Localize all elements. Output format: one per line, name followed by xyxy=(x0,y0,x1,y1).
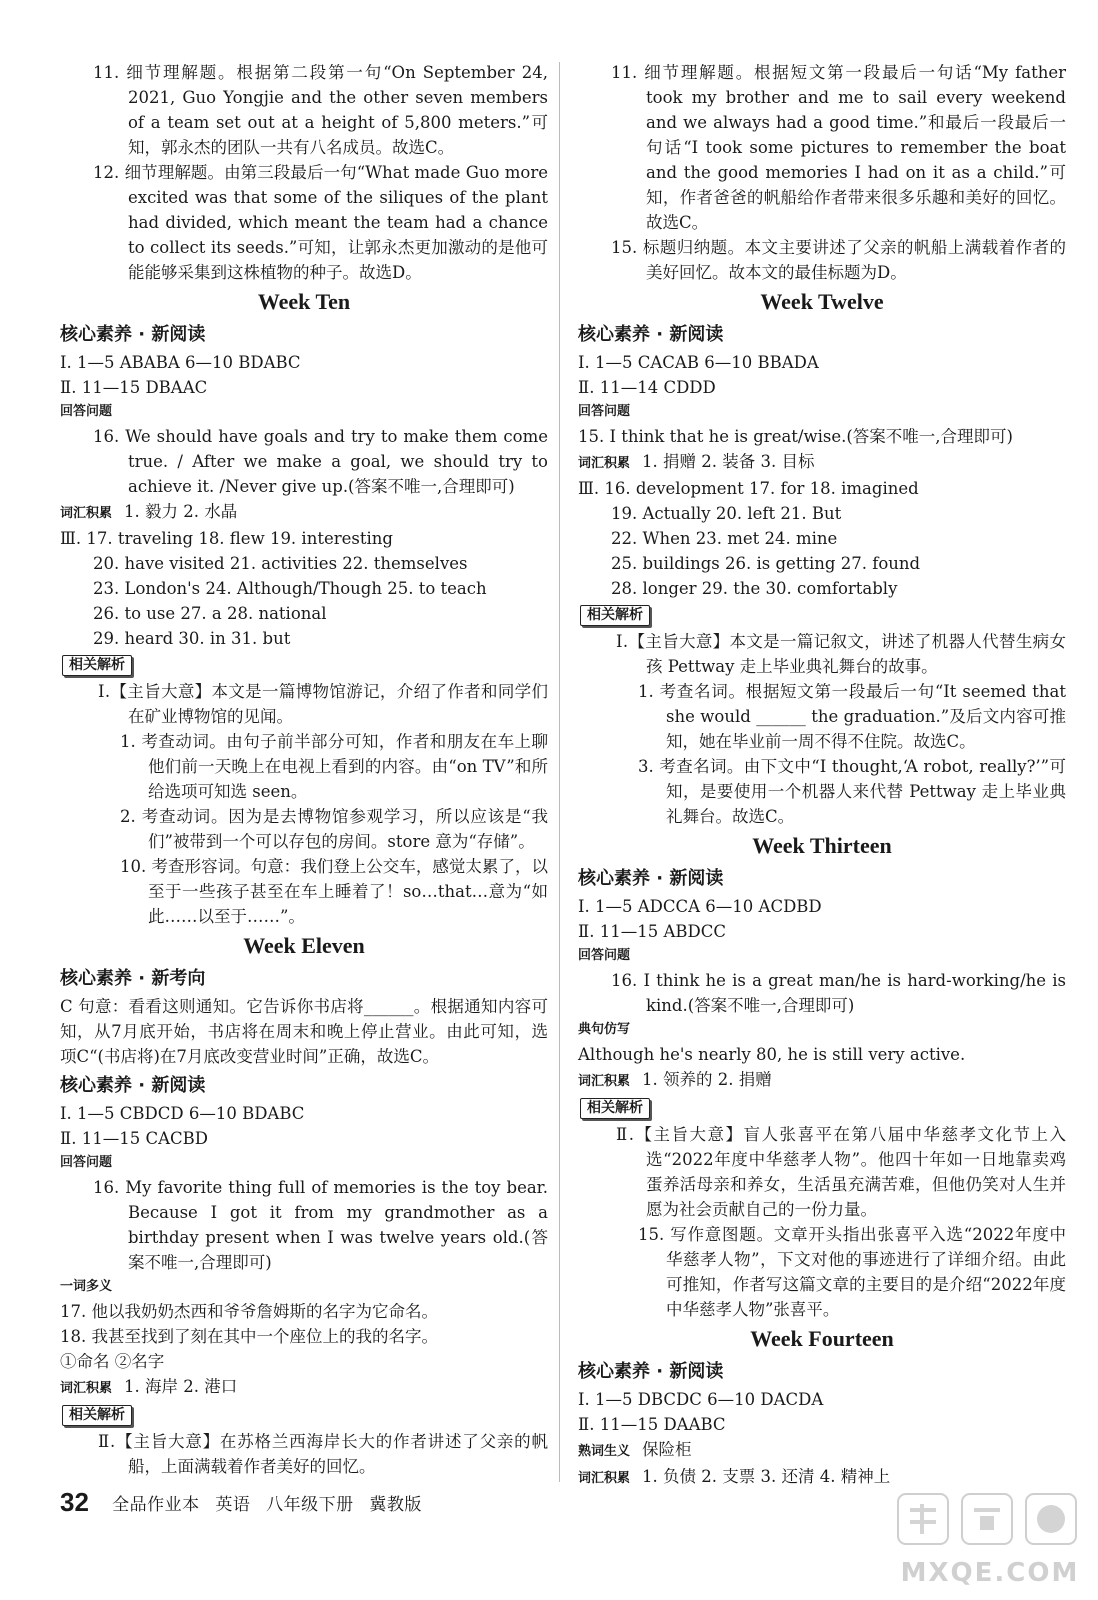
grade: 八年级下册 xyxy=(266,1495,354,1515)
familiar-label: 熟词生义 xyxy=(578,1444,631,1459)
section-heading: 核心素养 · 新阅读 xyxy=(60,1075,206,1096)
vocab-line xyxy=(60,1374,548,1401)
fill-line: 22. When 23. met 24. mine xyxy=(611,529,838,548)
answer-line: Ⅱ. 11—15 CACBD xyxy=(60,1129,208,1148)
label: 回答问题 xyxy=(578,404,631,419)
fill-line: 25. buildings 26. is getting 27. found xyxy=(611,554,921,573)
analysis-tag: 相关解析 xyxy=(580,605,650,626)
analysis-item: 3. 考查名词。由下文中“I thought,‘A robot, really?’”可知，是要使用一个机器人来代替 Pettway 走上毕业典礼舞台。故选C。 xyxy=(638,757,1066,826)
week-title: Week Thirteen xyxy=(752,833,892,858)
answer-line: Ⅰ. 1—5 DBCDC 6—10 DACDA xyxy=(578,1390,824,1409)
fill-line: Ⅲ. 16. development 17. for 18. imagined xyxy=(578,479,919,498)
right-column xyxy=(578,60,1066,1491)
main-idea: Ⅰ.【主旨大意】本文是一篇博物馆游记，介绍了作者和同学们在矿业博物馆的见闻。 xyxy=(98,682,548,726)
analysis-tag: 相关解析 xyxy=(580,1098,650,1119)
answer-line: 18. 我甚至找到了刻在其中一个座位上的我的名字。 xyxy=(60,1327,438,1346)
answer-item: 11. 细节理解题。根据短文第一段最后一句话“My father took my brother and me to sail every weekend and we always had a good time.”和最后一段最后一句话“I took some pictures to remember the boat and the good memories I had on it as a child.”可知，作者爸爸的帆船给作者带来很多乐趣和美好的回忆。故选C。 xyxy=(611,63,1066,232)
label: 回答问题 xyxy=(578,948,631,963)
fill-line: Ⅲ. 17. traveling 18. flew 19. interesting xyxy=(60,529,393,548)
section-heading: 核心素养 · 新阅读 xyxy=(578,1361,724,1382)
page-number: 32 xyxy=(60,1487,89,1517)
analysis-item: 1. 考查名词。根据短文第一段最后一句“It seemed that she would ______ the graduation.”及后文内容可推知，她在毕业前一周不得不住院。故选C。 xyxy=(638,682,1066,751)
answer-item: C 句意：看看这则通知。它告诉你书店将______。根据通知内容可知，从7月底开始，书店将在周末和晚上停止营业。由此可知，选项C“(书店将)在7月底改变营业时间”正确，故选C。 xyxy=(60,997,548,1066)
vocab-text: 1. 捐赠 2. 装备 3. 目标 xyxy=(642,452,815,471)
answer-line: Ⅰ. 1—5 CACAB 6—10 BBADA xyxy=(578,353,819,372)
section-heading: 核心素养 · 新考向 xyxy=(60,968,206,989)
page-footer xyxy=(60,1487,422,1518)
answer-line: Ⅰ. 1—5 CBDCD 6—10 BDABC xyxy=(60,1104,305,1123)
answer-line: Ⅱ. 11—15 DBAAC xyxy=(60,378,208,397)
analysis-tag: 相关解析 xyxy=(62,655,132,676)
label: 典句仿写 xyxy=(578,1022,631,1037)
vocab-label: 词汇积累 xyxy=(578,1074,631,1089)
watermark-url: MXQE.COM xyxy=(900,1558,1080,1588)
vocab-line xyxy=(578,449,1066,476)
vocab-text: 1. 负债 2. 支票 3. 还清 4. 精神上 xyxy=(642,1467,891,1486)
fill-line: 23. London's 24. Although/Though 25. to teach xyxy=(93,579,487,598)
answer-line: Ⅱ. 11—15 ABDCC xyxy=(578,922,726,941)
analysis-item: 1. 考查动词。由句子前半部分可知，作者和朋友在车上聊他们前一天晚上在电视上看到的内容。由“on TV”和所给选项可知选 seen。 xyxy=(120,732,548,801)
section-heading: 核心素养 · 新阅读 xyxy=(578,324,724,345)
vocab-line xyxy=(578,1067,1066,1094)
week-title: Week Eleven xyxy=(243,933,365,958)
main-idea: Ⅰ.【主旨大意】本文是一篇记叙文，讲述了机器人代替生病女孩 Pettway 走上毕业典礼舞台的故事。 xyxy=(616,632,1066,676)
column-divider xyxy=(559,62,560,1482)
vocab-text: 1. 毅力 2. 水晶 xyxy=(124,502,238,521)
analysis-item: 15. 写作意图题。文章开头指出张喜平入选“2022年度中华慈孝人物”，下文对他的事迹进行了详细介绍。由此可推知，作者写这篇文章的主要目的是介绍“2022年度中华慈孝人物”张喜平。 xyxy=(638,1225,1066,1319)
answer-item: 15. 标题归纳题。本文主要讲述了父亲的帆船上满载着作者的美好回忆。故本文的最佳标题为D。 xyxy=(611,238,1066,282)
section-heading: 核心素养 · 新阅读 xyxy=(578,868,724,889)
vocab-text: 1. 领养的 2. 捐赠 xyxy=(642,1070,772,1089)
fill-answers xyxy=(60,526,548,651)
fill-answers xyxy=(578,476,1066,601)
answer-line: Ⅰ. 1—5 ADCCA 6—10 ACDBD xyxy=(578,897,822,916)
subject: 英语 xyxy=(215,1495,251,1515)
answer-line: 17. 他以我奶奶杰西和爷爷詹姆斯的名字为它命名。 xyxy=(60,1302,438,1321)
edition: 冀教版 xyxy=(369,1495,422,1515)
label: 一词多义 xyxy=(60,1279,113,1294)
answer-line: ①命名 ②名字 xyxy=(60,1352,165,1371)
answer-line: Ⅱ. 11—14 CDDD xyxy=(578,378,716,397)
label: 回答问题 xyxy=(60,1155,113,1170)
answer-line: Ⅰ. 1—5 ABABA 6—10 BDABC xyxy=(60,353,301,372)
main-idea: Ⅱ.【主旨大意】盲人张喜平在第八届中华慈孝文化节上入选“2022年度中华慈孝人物”。他四十年如一日地靠卖鸡蛋养活母亲和养女，生活虽充满苦难，但他仍笑对人生并愿为社会贡献自己的一份力量。 xyxy=(616,1125,1066,1219)
answer-line: Although he's nearly 80, he is still very active. xyxy=(578,1045,966,1064)
watermark-logo xyxy=(890,1486,1090,1596)
vocab-label: 词汇积累 xyxy=(578,456,631,471)
analysis-tag: 相关解析 xyxy=(62,1405,132,1426)
week-title: Week Fourteen xyxy=(750,1326,894,1351)
answer-item: 16. We should have goals and try to make them come true. / After we make a goal, we should try to achieve it. /Never give up.(答案不唯一,合理即可) xyxy=(93,427,548,496)
vocab-label: 词汇积累 xyxy=(60,1381,113,1396)
section-heading: 核心素养 · 新阅读 xyxy=(60,324,206,345)
answer-item: 11. 细节理解题。根据第二段第一句“On September 24, 2021, Guo Yongjie and the other seven members of a team set out at a height of 5,800 meters.”可知，郭永杰的团队一共有八名成员。故选C。 xyxy=(93,63,548,157)
main-idea: Ⅱ.【主旨大意】在苏格兰西海岸长大的作者讲述了父亲的帆船，上面满载着作者美好的回忆。 xyxy=(98,1432,548,1476)
fill-line: 28. longer 29. the 30. comfortably xyxy=(611,579,898,598)
vocab-label: 词汇积累 xyxy=(60,506,113,521)
book-title: 全品作业本 xyxy=(112,1495,200,1515)
left-column xyxy=(60,60,548,1479)
analysis-item: 2. 考查动词。因为是去博物馆参观学习，所以应该是“我们”被带到一个可以存包的房间。store 意为“存储”。 xyxy=(120,807,548,851)
fill-line: 29. heard 30. in 31. but xyxy=(93,629,291,648)
answer-item: 16. My favorite thing full of memories is the toy bear. Because I got it from my grandmother as a birthday present when I was twelve years old.(答案不唯一,合理即可) xyxy=(93,1178,548,1272)
familiar-word-line xyxy=(578,1437,1066,1464)
label: 回答问题 xyxy=(60,404,113,419)
fill-line: 19. Actually 20. left 21. But xyxy=(611,504,842,523)
familiar-text: 保险柜 xyxy=(642,1440,692,1459)
answer-item: 12. 细节理解题。由第三段最后一句“What made Guo more excited was that some of the siliques of the plant had divided, which meant the team had a chance to collect its seeds.”可知，让郭永杰更加激动的是他可能能够采集到这株植物的种子。故选D。 xyxy=(93,163,548,282)
vocab-line xyxy=(60,499,548,526)
answer-line: Ⅱ. 11—15 DAABC xyxy=(578,1415,726,1434)
vocab-label: 词汇积累 xyxy=(578,1471,631,1486)
week-title: Week Ten xyxy=(257,289,351,314)
vocab-text: 1. 海岸 2. 港口 xyxy=(124,1377,238,1396)
fill-line: 26. to use 27. a 28. national xyxy=(93,604,327,623)
analysis-item: 10. 考查形容词。句意：我们登上公交车，感觉太累了，以至于一些孩子甚至在车上睡着了！so…that…意为“如此……以至于……”。 xyxy=(120,857,548,926)
fill-line: 20. have visited 21. activities 22. themselves xyxy=(93,554,468,573)
answer-item: 16. I think he is a great man/he is hard-working/he is kind.(答案不唯一,合理即可) xyxy=(611,971,1066,1015)
answer-line: 15. I think that he is great/wise.(答案不唯一,合理即可) xyxy=(578,427,1013,446)
week-title: Week Twelve xyxy=(760,289,884,314)
